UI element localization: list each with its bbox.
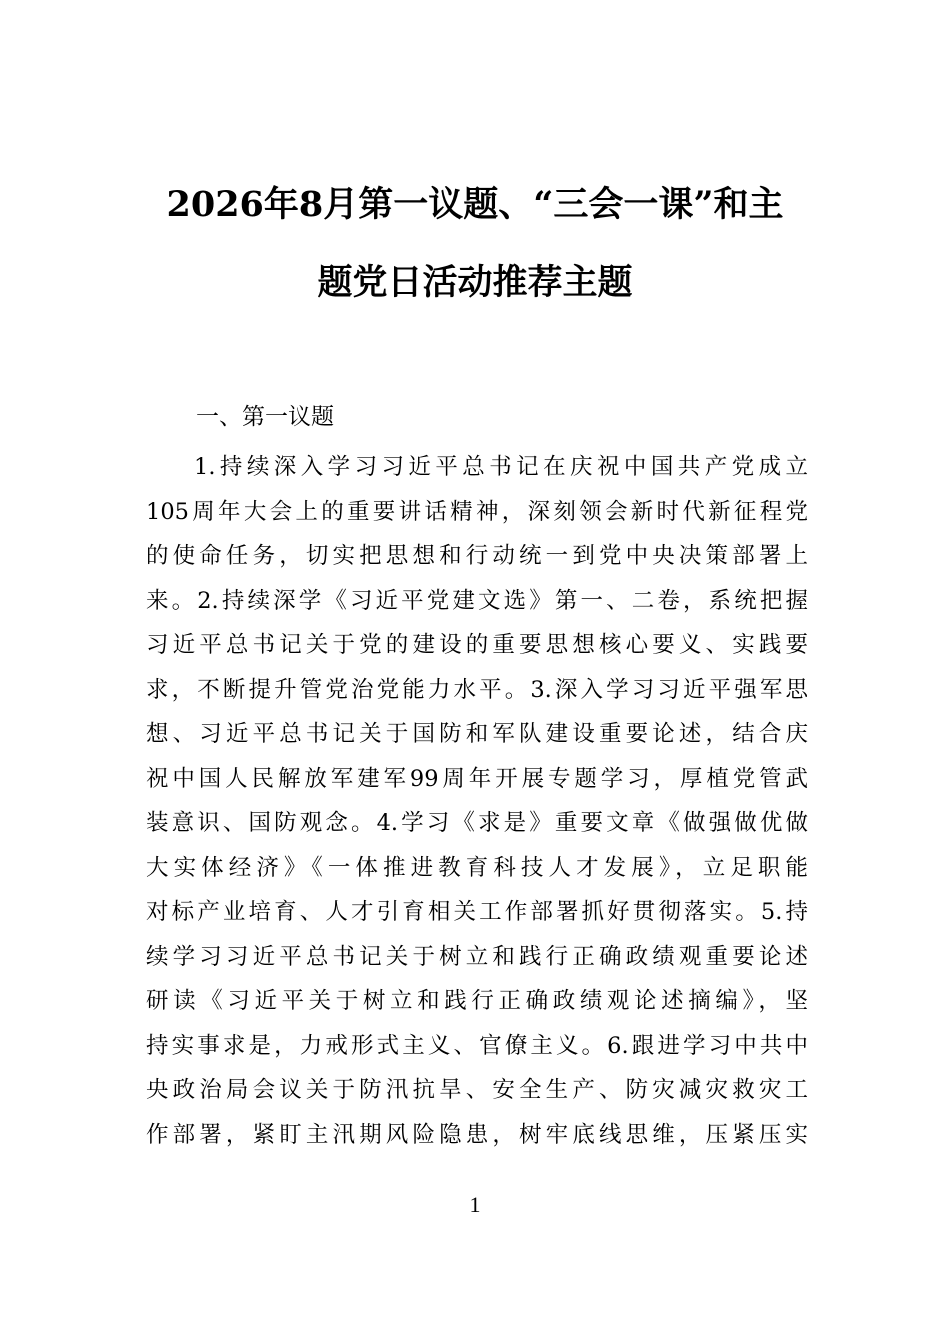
body-line: 装意识、国防观念。4.学习《求是》重要文章《做强做优做 bbox=[146, 810, 808, 836]
title-line-1: 2026年8月第一议题、“三会一课”和主 bbox=[166, 184, 784, 225]
section-heading: 一、第一议题 bbox=[196, 404, 334, 430]
body-line: 105周年大会上的重要讲话精神，深刻领会新时代新征程党 bbox=[146, 498, 808, 525]
body-line: 祝中国人民解放军建军99周年开展专题学习，厚植党管武 bbox=[146, 765, 808, 792]
body-line: 大实体经济》《一体推进教育科技人才发展》，立足职能 bbox=[146, 854, 808, 881]
body-line: 来。2.持续深学《习近平党建文选》第一、二卷，系统把握 bbox=[146, 587, 808, 614]
body-line: 作部署，紧盯主汛期风险隐患，树牢底线思维，压紧压实 bbox=[146, 1121, 808, 1148]
body-line: 求，不断提升管党治党能力水平。3.深入学习习近平强军思 bbox=[146, 676, 808, 703]
body-line: 对标产业培育、人才引育相关工作部署抓好贯彻落实。5.持 bbox=[146, 899, 808, 925]
body-line: 想、习近平总书记关于国防和军队建设重要论述，结合庆 bbox=[146, 721, 808, 747]
body-line: 续学习习近平总书记关于树立和践行正确政绩观重要论述 bbox=[146, 943, 808, 970]
page-number: 1 bbox=[469, 1192, 481, 1217]
body-line: 1.持续深入学习习近平总书记在庆祝中国共产党成立 bbox=[194, 454, 808, 480]
body-line: 研读《习近平关于树立和践行正确政绩观论述摘编》，坚 bbox=[146, 988, 808, 1014]
body-line: 央政治局会议关于防汛抗旱、安全生产、防灾减灾救灾工 bbox=[146, 1077, 808, 1103]
body-line: 的使命任务，切实把思想和行动统一到党中央决策部署上 bbox=[146, 543, 808, 569]
body-paragraph bbox=[146, 445, 808, 1157]
body-line: 习近平总书记关于党的建设的重要思想核心要义、实践要 bbox=[146, 632, 808, 658]
document-title bbox=[120, 166, 830, 322]
title-line-2: 题党日活动推荐主题 bbox=[317, 262, 633, 303]
body-line: 持实事求是，力戒形式主义、官僚主义。6.跟进学习中共中 bbox=[146, 1032, 808, 1059]
